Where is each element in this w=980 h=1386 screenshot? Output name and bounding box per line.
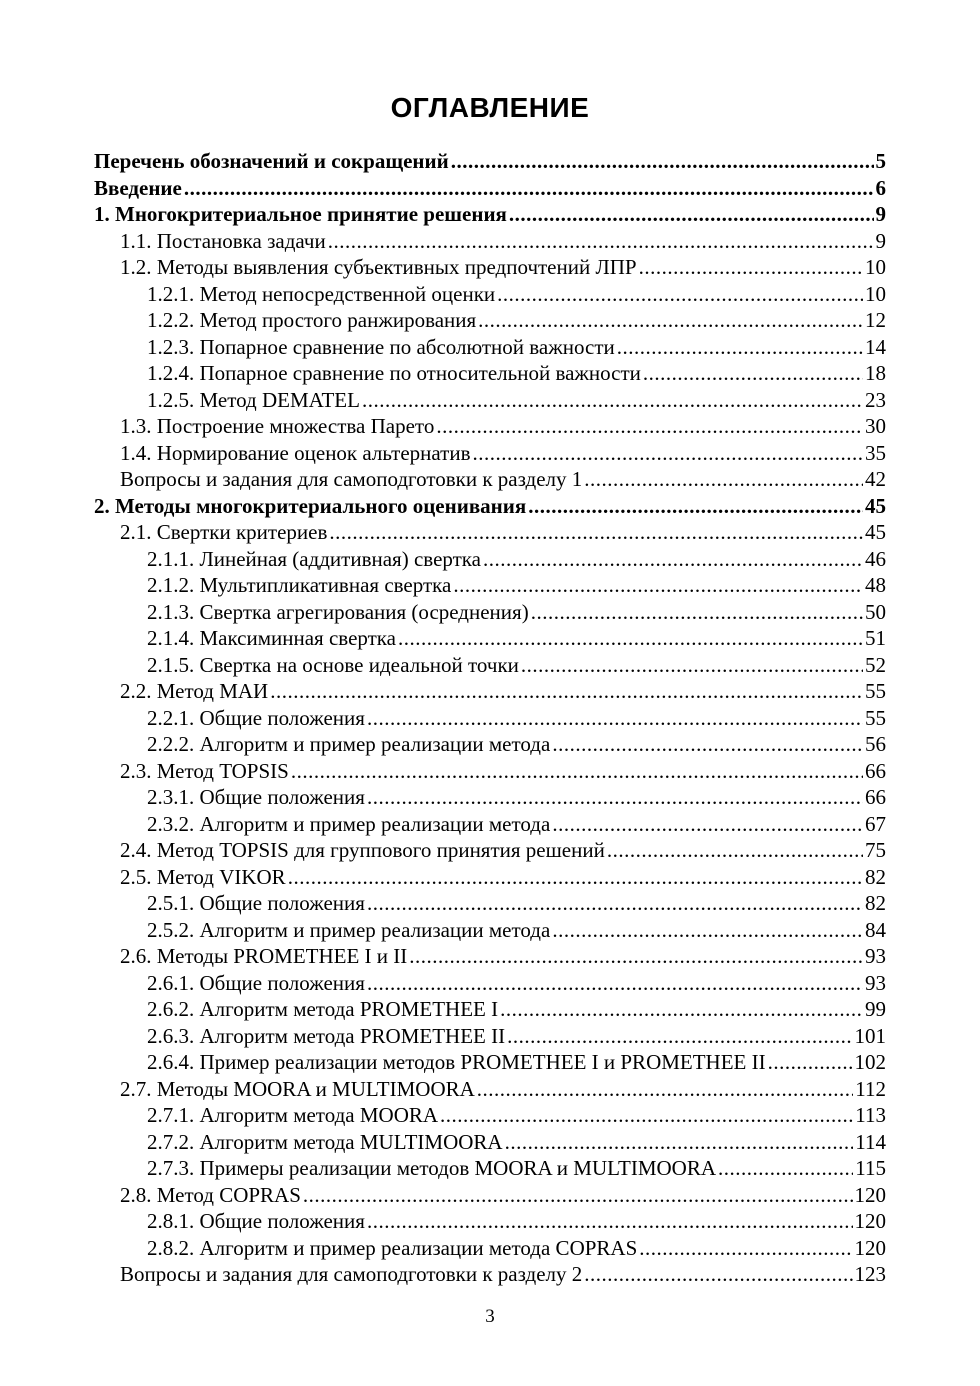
dot-leader: [478, 307, 863, 334]
toc-entry-title: 2.1.1. Линейная (аддитивная) свертка: [147, 546, 482, 571]
dot-leader: [367, 890, 863, 917]
toc-entry[interactable]: [94, 705, 886, 732]
toc-entry[interactable]: [94, 493, 886, 520]
toc-entry[interactable]: [94, 652, 886, 679]
dot-leader: [639, 254, 863, 281]
toc-entry[interactable]: [94, 1235, 886, 1262]
toc-entry-title: 1.2.5. Метод DEMATEL: [147, 387, 360, 412]
toc-entry-title: 2.8.2. Алгоритм и пример реализации метода COPRAS: [147, 1235, 638, 1260]
dot-leader: [552, 811, 863, 838]
toc-entry-title: 2.1.5. Свертка на основе идеальной точки: [147, 652, 519, 677]
toc-entry[interactable]: [94, 890, 886, 917]
toc-entry-page: 50: [865, 599, 886, 624]
dot-leader: [328, 228, 874, 255]
toc-entry-page: 112: [855, 1076, 886, 1101]
table-of-contents: [94, 148, 886, 1288]
dot-leader: [451, 148, 874, 175]
toc-entry-page: 9: [875, 202, 886, 226]
toc-entry[interactable]: [94, 1129, 886, 1156]
toc-entry-title: 2.1. Свертки критериев: [120, 520, 328, 544]
toc-entry[interactable]: [94, 970, 886, 997]
dot-leader: [505, 1129, 854, 1156]
dot-leader: [398, 625, 863, 652]
toc-entry-page: 120: [854, 1182, 886, 1207]
toc-entry-title: 1.3. Построение множества Парето: [120, 414, 435, 438]
dot-leader: [367, 1208, 853, 1235]
toc-entry-page: 93: [865, 970, 886, 995]
dot-leader: [288, 864, 863, 891]
toc-entry-page: 18: [865, 361, 886, 385]
toc-entry-title: 2.6.2. Алгоритм метода PROMETHEE I: [147, 997, 499, 1021]
toc-entry-page: 55: [865, 705, 886, 730]
toc-entry-page: 114: [855, 1129, 886, 1154]
toc-entry[interactable]: [94, 1208, 886, 1235]
toc-entry[interactable]: [94, 572, 886, 599]
toc-entry-page: 30: [865, 414, 886, 438]
toc-entry[interactable]: [94, 599, 886, 626]
toc-entry[interactable]: [94, 334, 886, 361]
toc-entry-page: 45: [865, 493, 886, 518]
toc-entry[interactable]: [94, 228, 886, 255]
dot-leader: [639, 1235, 852, 1262]
toc-entry-title: 2. Методы многокритериального оценивания: [94, 493, 527, 518]
toc-entry-title: 2.2. Метод МАИ: [120, 679, 269, 703]
toc-entry-title: 2.7. Методы MOORA и MULTIMOORA: [120, 1076, 475, 1101]
toc-entry-title: 2.3.2. Алгоритм и пример реализации метода: [147, 811, 551, 836]
dot-leader: [497, 281, 863, 308]
toc-entry-title: 2.6.1. Общие положения: [147, 970, 365, 995]
toc-entry[interactable]: [94, 307, 886, 334]
toc-entry-title: 1.2.2. Метод простого ранжирования: [147, 308, 477, 332]
toc-entry[interactable]: [94, 519, 886, 546]
toc-entry[interactable]: [94, 837, 886, 864]
toc-entry-page: 93: [865, 944, 886, 968]
toc-entry-page: 82: [865, 891, 886, 915]
toc-entry-title: 2.8. Метод COPRAS: [120, 1182, 301, 1207]
toc-entry-page: 12: [865, 308, 886, 332]
toc-entry-page: 5: [875, 149, 886, 173]
dot-leader: [552, 917, 863, 944]
toc-entry-title: Вопросы и задания для самоподготовки к разделу 1: [120, 467, 583, 491]
dot-leader: [552, 731, 863, 758]
dot-leader: [584, 466, 863, 493]
toc-entry[interactable]: [94, 943, 886, 970]
toc-entry-title: 2.6.4. Пример реализации методов PROMETHEE I и PROMETHEE II: [147, 1050, 766, 1074]
toc-entry[interactable]: [94, 175, 886, 202]
toc-entry[interactable]: [94, 1023, 886, 1050]
toc-entry-title: 2.4. Метод TOPSIS для группового принятия решений: [120, 838, 605, 862]
toc-entry-page: 113: [855, 1103, 886, 1127]
dot-leader: [521, 652, 863, 679]
toc-entry[interactable]: [94, 281, 886, 308]
dot-leader: [584, 1261, 852, 1288]
toc-entry[interactable]: [94, 1155, 886, 1182]
toc-entry-title: 2.1.2. Мультипликативная свертка: [147, 573, 452, 597]
toc-entry-title: 1.2.1. Метод непосредственной оценки: [147, 281, 496, 306]
toc-entry-page: 82: [865, 864, 886, 889]
toc-entry[interactable]: [94, 1261, 886, 1288]
toc-entry-title: 1.2.4. Попарное сравнение по относительной важности: [147, 361, 641, 385]
toc-entry-title: 2.6.3. Алгоритм метода PROMETHEE II: [147, 1023, 506, 1048]
toc-entry-title: 2.2.2. Алгоритм и пример реализации метода: [147, 732, 551, 756]
toc-entry-page: 99: [865, 997, 886, 1021]
toc-entry[interactable]: [94, 1182, 886, 1209]
toc-entry-page: 84: [865, 917, 886, 942]
toc-entry[interactable]: [94, 996, 886, 1023]
toc-entry-page: 10: [865, 255, 886, 279]
dot-leader: [367, 705, 863, 732]
dot-leader: [270, 678, 863, 705]
toc-entry-title: 2.1.4. Максиминная свертка: [147, 626, 397, 650]
toc-entry-title: Введение: [94, 175, 182, 200]
toc-entry-page: 115: [855, 1156, 886, 1180]
dot-leader: [367, 970, 863, 997]
dot-leader: [483, 546, 863, 573]
toc-entry-title: 1. Многокритериальное принятие решения: [94, 202, 507, 226]
toc-entry-page: 75: [865, 838, 886, 862]
toc-entry-title: 1.2. Методы выявления субъективных предпочтений ЛПР: [120, 255, 637, 279]
toc-entry-title: 2.7.2. Алгоритм метода MULTIMOORA: [147, 1129, 503, 1154]
toc-entry[interactable]: [94, 254, 886, 281]
dot-leader: [303, 1182, 853, 1209]
toc-entry-page: 102: [854, 1050, 886, 1074]
toc-entry-title: 2.8.1. Общие положения: [147, 1209, 365, 1233]
dot-leader: [477, 1076, 853, 1103]
dot-leader: [768, 1049, 853, 1076]
dot-leader: [440, 1102, 853, 1129]
toc-entry-page: 120: [854, 1235, 886, 1260]
toc-entry[interactable]: [94, 1049, 886, 1076]
toc-entry-title: 2.3. Метод TOPSIS: [120, 758, 289, 783]
toc-entry[interactable]: [94, 546, 886, 573]
toc-entry-page: 120: [854, 1209, 886, 1233]
toc-entry[interactable]: [94, 758, 886, 785]
toc-entry[interactable]: [94, 811, 886, 838]
toc-entry[interactable]: [94, 360, 886, 387]
toc-entry-title: 2.7.3. Примеры реализации методов MOORA и MULTIMOORA: [147, 1156, 716, 1180]
dot-leader: [528, 493, 863, 520]
toc-entry-title: 1.4. Нормирование оценок альтернатив: [120, 440, 471, 465]
dot-leader: [184, 175, 874, 202]
page-title: ОГЛАВЛЕНИЕ: [390, 92, 590, 123]
toc-entry-page: 14: [865, 334, 886, 359]
toc-entry-page: 10: [865, 281, 886, 306]
toc-entry-title: Перечень обозначений и сокращений: [94, 149, 449, 173]
toc-entry-page: 51: [865, 626, 886, 650]
toc-entry[interactable]: [94, 864, 886, 891]
dot-leader: [507, 1023, 852, 1050]
toc-entry-page: 46: [865, 546, 886, 571]
toc-entry-title: 2.2.1. Общие положения: [147, 705, 365, 730]
toc-entry-page: 123: [854, 1262, 886, 1286]
dot-leader: [367, 784, 863, 811]
dot-leader: [531, 599, 863, 626]
toc-entry[interactable]: [94, 784, 886, 811]
toc-entry-page: 9: [875, 228, 886, 253]
toc-entry-title: Вопросы и задания для самоподготовки к разделу 2: [120, 1262, 583, 1286]
toc-entry[interactable]: [94, 148, 886, 175]
dot-leader: [718, 1155, 853, 1182]
dot-leader: [473, 440, 864, 467]
dot-leader: [453, 572, 863, 599]
toc-entry-title: 2.7.1. Алгоритм метода MOORA: [147, 1103, 439, 1127]
toc-entry-page: 42: [865, 467, 886, 491]
dot-leader: [509, 201, 874, 228]
toc-entry[interactable]: [94, 440, 886, 467]
toc-entry-page: 66: [865, 758, 886, 783]
toc-entry[interactable]: [94, 1102, 886, 1129]
dot-leader: [607, 837, 863, 864]
toc-entry-page: 23: [865, 387, 886, 412]
toc-entry-page: 52: [865, 652, 886, 677]
toc-entry[interactable]: [94, 625, 886, 652]
toc-entry-title: 1.1. Постановка задачи: [120, 228, 326, 253]
toc-entry-page: 101: [854, 1023, 886, 1048]
toc-entry-page: 55: [865, 679, 886, 703]
toc-entry-page: 35: [865, 440, 886, 465]
dot-leader: [617, 334, 863, 361]
toc-entry-page: 67: [865, 811, 886, 836]
toc-entry[interactable]: [94, 731, 886, 758]
toc-entry-title: 2.5.1. Общие положения: [147, 891, 365, 915]
dot-leader: [362, 387, 863, 414]
toc-entry-page: 6: [875, 175, 886, 200]
dot-leader: [436, 413, 863, 440]
toc-entry-page: 66: [865, 785, 886, 809]
dot-leader: [643, 360, 863, 387]
page-number: 3: [485, 1306, 495, 1327]
dot-leader: [329, 519, 863, 546]
toc-entry[interactable]: [94, 413, 886, 440]
toc-entry[interactable]: [94, 387, 886, 414]
toc-entry[interactable]: [94, 1076, 886, 1103]
toc-entry-title: 2.6. Методы PROMETHEE I и II: [120, 944, 408, 968]
toc-entry-title: 2.5.2. Алгоритм и пример реализации метода: [147, 917, 551, 942]
toc-entry-page: 45: [865, 520, 886, 544]
toc-entry[interactable]: [94, 917, 886, 944]
toc-entry[interactable]: [94, 678, 886, 705]
toc-entry-title: 2.1.3. Свертка агрегирования (осреднения): [147, 599, 529, 624]
toc-entry[interactable]: [94, 466, 886, 493]
toc-entry[interactable]: [94, 201, 886, 228]
dot-leader: [500, 996, 863, 1023]
toc-entry-page: 48: [865, 573, 886, 597]
toc-entry-page: 56: [865, 732, 886, 756]
toc-entry-title: 1.2.3. Попарное сравнение по абсолютной важности: [147, 334, 615, 359]
dot-leader: [409, 943, 863, 970]
dot-leader: [291, 758, 863, 785]
toc-entry-title: 2.3.1. Общие положения: [147, 785, 365, 809]
toc-entry-title: 2.5. Метод VIKOR: [120, 864, 286, 889]
